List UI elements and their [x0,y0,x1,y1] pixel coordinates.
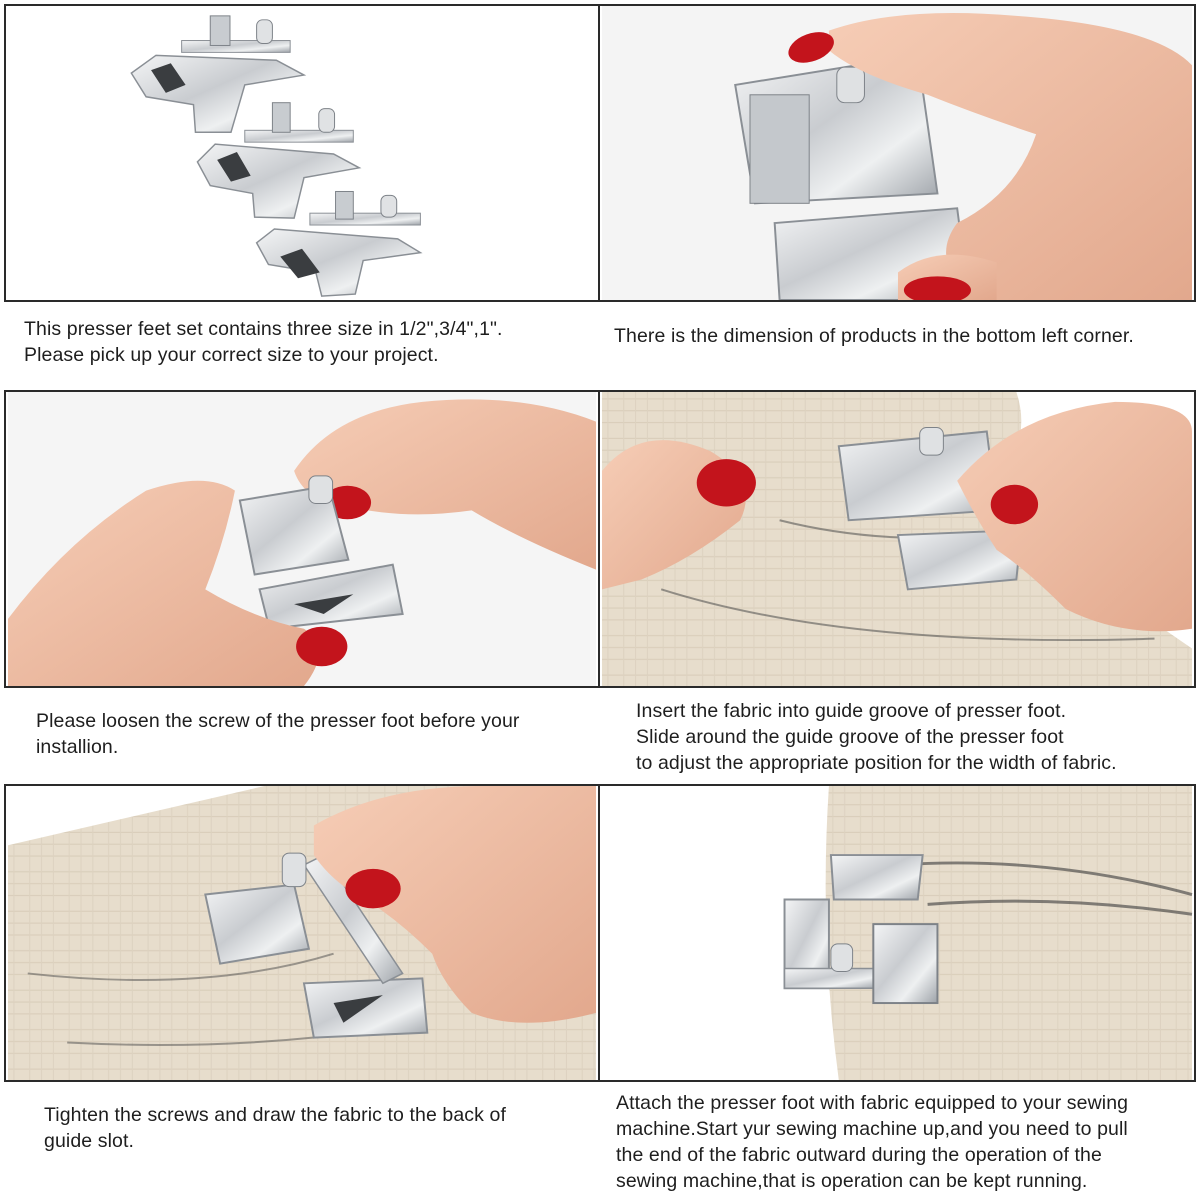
panel-sizes [4,4,600,302]
presser-feet-set-image [6,6,598,300]
caption-line: Insert the fabric into guide groove of presser foot. [636,700,1067,722]
caption-line: This presser feet set contains three size in 1/2",3/4",1". [24,318,503,340]
caption-line: sewing machine,that is operation can be kept running. [616,1170,1088,1192]
panel-attach [598,784,1196,1082]
caption-dimension [614,323,1134,349]
caption-line: to adjust the appropriate position for the width of fabric. [636,752,1117,774]
tighten-screws-photo [6,786,598,1080]
caption-line: the end of the fabric outward during the operation of the [616,1144,1102,1166]
caption-line: machine.Start yur sewing machine up,and you need to pull [616,1118,1128,1140]
panel-insert [598,390,1196,688]
caption-sizes [24,316,503,368]
caption-line: guide slot. [44,1130,134,1152]
caption-line: There is the dimension of products in the bottom left corner. [614,325,1134,347]
caption-insert [636,698,1117,776]
insert-fabric-photo [600,392,1194,686]
panel-loosen [4,390,600,688]
caption-line: Tighten the screws and draw the fabric to the back of [44,1104,506,1126]
caption-line: installion. [36,736,119,758]
caption-line: Slide around the guide groove of the presser foot [636,726,1064,748]
caption-line: Please loosen the screw of the presser foot before your [36,710,520,732]
loosen-screw-photo [6,392,598,686]
panel-dimension [598,4,1196,302]
caption-line: Attach the presser foot with fabric equipped to your sewing [616,1092,1129,1114]
caption-attach [616,1090,1128,1194]
attach-to-machine-photo [600,786,1194,1080]
caption-line: Please pick up your correct size to your project. [24,344,439,366]
caption-tighten [44,1102,506,1154]
dimension-photo [600,6,1194,300]
panel-tighten [4,784,600,1082]
caption-loosen [36,708,520,760]
